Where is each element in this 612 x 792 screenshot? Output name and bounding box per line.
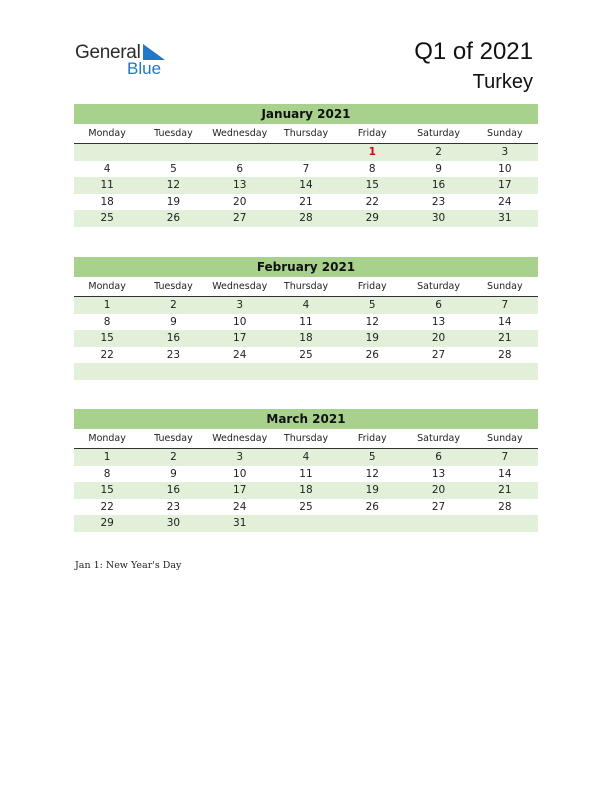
weekday-label: Thursday <box>283 281 329 292</box>
day-cell: 6 <box>435 299 442 311</box>
day-cell <box>273 363 339 380</box>
day-cell: 15 <box>100 484 114 497</box>
day-cell: 22 <box>100 348 114 361</box>
weekday-label: Monday <box>88 128 126 139</box>
day-cell: 18 <box>299 332 313 345</box>
day-cell: 10 <box>233 467 247 480</box>
day-cell: 1 <box>368 146 376 158</box>
day-cell: 6 <box>236 162 244 175</box>
day-cell: 14 <box>498 467 512 480</box>
day-cell: 17 <box>498 179 512 192</box>
day-cell: 18 <box>100 195 114 208</box>
day-cell: 26 <box>365 500 379 513</box>
weekday-label: Sunday <box>487 281 523 292</box>
week-row <box>74 330 538 347</box>
weekday-header-row <box>74 126 538 144</box>
month-title: March 2021 <box>74 409 538 429</box>
logo-general-text: General <box>75 42 141 63</box>
day-cell: 16 <box>431 179 446 192</box>
day-cell <box>207 144 273 161</box>
day-cell: 7 <box>501 451 509 463</box>
day-cell: 14 <box>299 179 313 192</box>
country-name: Turkey <box>472 71 533 93</box>
day-cell: 8 <box>103 315 111 328</box>
weekday-label: Tuesday <box>154 433 193 444</box>
day-cell: 24 <box>498 195 512 208</box>
page-title: Q1 of 2021 <box>414 38 533 65</box>
weeks-grid <box>74 449 538 532</box>
day-cell: 8 <box>103 467 111 480</box>
day-cell: 12 <box>365 467 379 480</box>
week-row <box>74 347 538 364</box>
day-cell <box>273 144 339 161</box>
week-row <box>74 499 538 516</box>
day-cell: 2 <box>170 451 177 463</box>
day-cell: 9 <box>170 315 177 328</box>
day-cell: 19 <box>365 332 379 345</box>
day-cell: 11 <box>299 315 313 328</box>
day-cell: 14 <box>498 315 512 328</box>
day-cell: 28 <box>299 212 313 225</box>
day-cell: 21 <box>299 195 313 208</box>
day-cell: 13 <box>431 467 446 480</box>
day-cell <box>273 515 339 532</box>
week-row <box>74 210 538 227</box>
week-row <box>74 466 538 483</box>
day-cell: 27 <box>431 348 446 361</box>
day-cell: 26 <box>365 348 379 361</box>
day-cell <box>472 515 538 532</box>
day-cell: 29 <box>365 212 379 225</box>
day-cell: 10 <box>233 315 247 328</box>
day-cell: 5 <box>170 162 177 175</box>
day-cell: 1 <box>103 451 111 463</box>
day-cell: 7 <box>302 162 310 175</box>
day-cell <box>140 144 206 161</box>
day-cell <box>405 515 471 532</box>
day-cell: 9 <box>435 162 442 175</box>
week-row <box>74 363 538 380</box>
month-title: February 2021 <box>74 257 538 277</box>
day-cell: 16 <box>166 332 181 345</box>
month-march <box>74 409 538 532</box>
day-cell <box>74 363 140 380</box>
logo-blue-text: Blue <box>127 59 162 78</box>
day-cell: 18 <box>299 484 313 497</box>
day-cell: 5 <box>368 299 376 311</box>
weekday-label: Friday <box>357 433 387 444</box>
day-cell: 31 <box>233 517 247 530</box>
day-cell: 29 <box>100 517 114 530</box>
day-cell: 26 <box>166 212 181 225</box>
day-cell: 11 <box>299 467 313 480</box>
week-row <box>74 177 538 194</box>
day-cell: 12 <box>365 315 379 328</box>
day-cell: 31 <box>498 212 512 225</box>
day-cell: 28 <box>498 500 512 513</box>
day-cell: 27 <box>431 500 446 513</box>
day-cell: 4 <box>302 299 310 311</box>
weekday-header-row <box>74 431 538 449</box>
day-cell: 5 <box>368 451 376 463</box>
day-cell: 30 <box>166 517 181 530</box>
day-cell: 9 <box>170 467 177 480</box>
day-cell: 19 <box>166 195 181 208</box>
day-cell: 6 <box>435 451 442 463</box>
weekday-label: Tuesday <box>154 128 193 139</box>
day-cell: 12 <box>166 179 181 192</box>
day-cell: 25 <box>299 500 313 513</box>
day-cell: 2 <box>435 146 442 158</box>
week-row <box>74 449 538 466</box>
day-cell: 28 <box>498 348 512 361</box>
holiday-note: Jan 1: New Year's Day <box>75 560 182 571</box>
day-cell: 23 <box>431 195 446 208</box>
day-cell: 3 <box>236 451 244 463</box>
day-cell: 15 <box>365 179 379 192</box>
weekday-label: Thursday <box>283 128 329 139</box>
day-cell: 10 <box>498 162 512 175</box>
weekday-label: Monday <box>88 281 126 292</box>
generalblue-logo <box>75 42 185 82</box>
month-february <box>74 257 538 380</box>
day-cell: 21 <box>498 332 512 345</box>
weekday-label: Wednesday <box>212 128 268 139</box>
week-row <box>74 161 538 178</box>
weekday-header-row <box>74 279 538 297</box>
day-cell: 11 <box>100 179 114 192</box>
day-cell: 15 <box>100 332 114 345</box>
day-cell: 3 <box>236 299 244 311</box>
day-cell: 13 <box>233 179 247 192</box>
weekday-label: Tuesday <box>154 281 193 292</box>
weekday-label: Wednesday <box>212 433 268 444</box>
day-cell <box>405 363 471 380</box>
day-cell: 4 <box>302 451 310 463</box>
day-cell: 20 <box>431 332 446 345</box>
week-row <box>74 297 538 314</box>
day-cell: 17 <box>233 484 247 497</box>
day-cell <box>472 363 538 380</box>
day-cell: 25 <box>100 212 114 225</box>
day-cell <box>207 363 273 380</box>
week-row <box>74 482 538 499</box>
week-row <box>74 515 538 532</box>
week-row <box>74 194 538 211</box>
month-title: January 2021 <box>74 104 538 124</box>
day-cell <box>339 515 405 532</box>
weekday-label: Friday <box>357 128 387 139</box>
day-cell: 24 <box>233 500 247 513</box>
day-cell: 22 <box>365 195 379 208</box>
weekday-label: Friday <box>357 281 387 292</box>
logo-flag-icon <box>143 44 165 60</box>
day-cell: 7 <box>501 299 509 311</box>
weekday-label: Sunday <box>487 128 523 139</box>
day-cell: 21 <box>498 484 512 497</box>
day-cell: 24 <box>233 348 247 361</box>
day-cell: 20 <box>431 484 446 497</box>
weekday-label: Saturday <box>417 433 460 444</box>
day-cell: 8 <box>368 162 376 175</box>
day-cell: 3 <box>501 146 509 158</box>
day-cell <box>339 363 405 380</box>
day-cell: 23 <box>166 348 181 361</box>
weekday-label: Monday <box>88 433 126 444</box>
day-cell <box>140 363 206 380</box>
day-cell: 17 <box>233 332 247 345</box>
day-cell: 4 <box>103 162 111 175</box>
day-cell: 27 <box>233 212 247 225</box>
day-cell: 13 <box>431 315 446 328</box>
week-row <box>74 314 538 331</box>
day-cell <box>74 144 140 161</box>
weekday-label: Sunday <box>487 433 523 444</box>
day-cell: 2 <box>170 299 177 311</box>
day-cell: 19 <box>365 484 379 497</box>
weekday-label: Saturday <box>417 128 460 139</box>
day-cell: 30 <box>431 212 446 225</box>
day-cell: 25 <box>299 348 313 361</box>
weeks-grid <box>74 297 538 380</box>
month-january <box>74 104 538 227</box>
week-row <box>74 144 538 161</box>
weeks-grid <box>74 144 538 227</box>
day-cell: 1 <box>103 299 111 311</box>
weekday-label: Thursday <box>283 433 329 444</box>
day-cell: 22 <box>100 500 114 513</box>
day-cell: 20 <box>233 195 247 208</box>
day-cell: 16 <box>166 484 181 497</box>
weekday-label: Saturday <box>417 281 460 292</box>
weekday-label: Wednesday <box>212 281 268 292</box>
day-cell: 23 <box>166 500 181 513</box>
